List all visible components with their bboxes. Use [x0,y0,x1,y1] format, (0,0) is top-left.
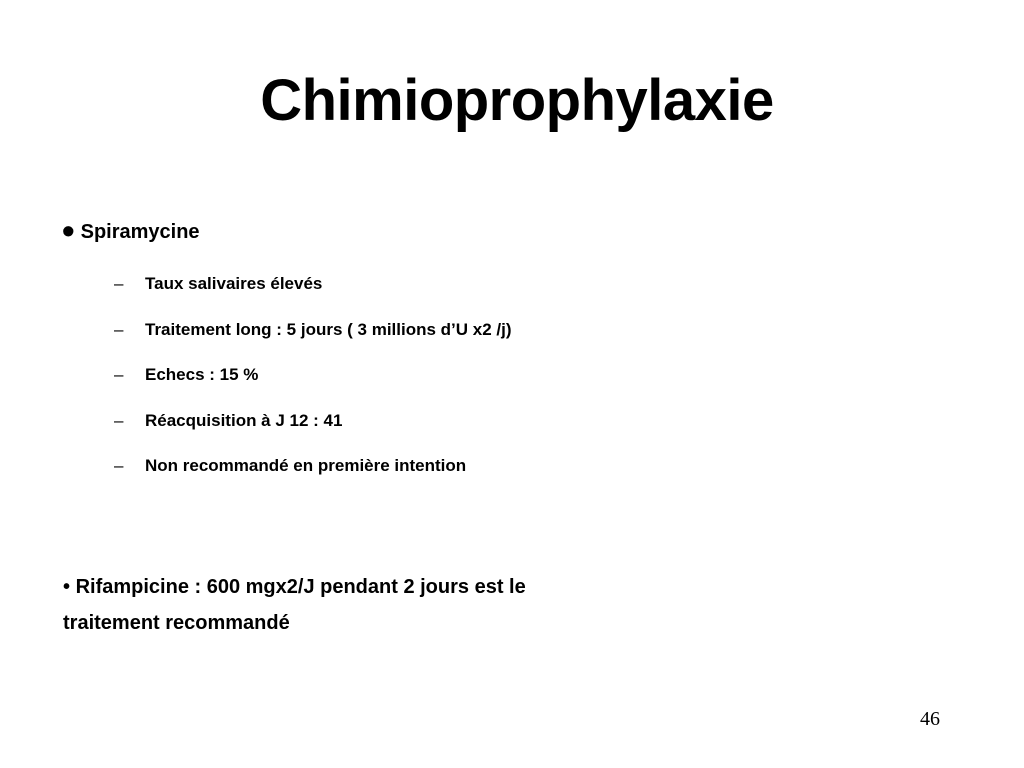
bullet-dot-icon: • [63,576,71,598]
dash-icon: – [114,319,124,339]
dash-icon: – [114,410,124,430]
list-item [114,407,512,453]
list-item-text: Traitement long : 5 jours ( 3 millions d’U x2 /j) [145,319,512,339]
list-item-text: Réacquisition à J 12 : 41 [145,410,343,430]
list-item-text: Non recommandé en première intention [145,456,467,475]
bullet-text: Rifampicine : 600 mgx2/J pendant 2 jours est le traitement recommandé [63,576,526,634]
slide-title: Chimioprophylaxie [260,68,774,133]
bullet-rifampicine [63,569,623,641]
list-item-text: Taux salivaires élevés [145,274,323,293]
dash-icon: – [114,456,124,475]
spiramycine-sub-list [114,270,512,498]
list-item [114,316,512,362]
page-number: 46 [920,708,940,730]
bullet-spiramycine [62,210,200,251]
list-item [114,452,512,498]
list-item-text: Echecs : 15 % [145,365,259,384]
bullet-dot-icon: • [62,210,75,251]
dash-icon: – [114,365,124,384]
bullet-heading: Spiramycine [80,221,200,243]
dash-icon: – [114,274,124,293]
list-item [114,361,512,407]
list-item [114,270,512,316]
